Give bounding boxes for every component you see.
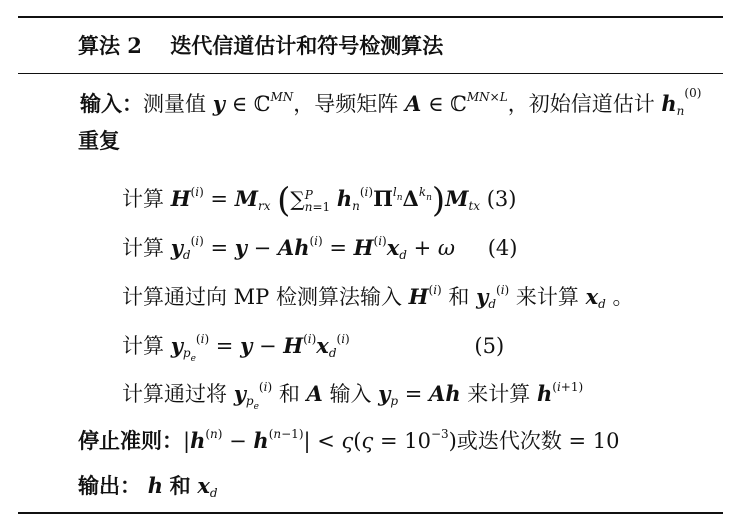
step5-text-4: 来计算 <box>467 382 531 406</box>
algorithm-title: 算法 2 迭代信道估计和符号检测算法 <box>78 33 444 58</box>
step1-eqno: (3) <box>486 187 517 211</box>
top-rule <box>18 16 723 18</box>
step1-label: 计算 <box>122 187 164 211</box>
input-text-pilot: ，导频矩阵 <box>293 92 399 116</box>
input-label: 输入： <box>80 91 143 116</box>
input-text-measure: 测量值 <box>143 92 206 116</box>
algorithm-header <box>78 33 443 59</box>
repeat-label: 重复 <box>78 128 120 153</box>
input-line: 输入：测量值 y ∈ ℂ$^{MN}$，导频矩阵 A ∈ ℂ$^{MN\times L}$，初始信道估计 $h_n^{(0)}$ <box>80 86 702 118</box>
step3-text-2: 和 <box>448 285 470 309</box>
step3-text-1: 计算通过向 MP 检测算法输入 <box>122 285 402 309</box>
stop-text: 或迭代次数 = 10 <box>456 429 620 453</box>
step3-text-3: 来计算 <box>515 285 579 309</box>
step5-text-2: 和 <box>278 382 300 406</box>
step5-line: 计算通过将 $y_{p_e}^{(i)}$ 和 A 输入 $y_p = Ah$ 来计算 $h^{(i+1)}$ <box>122 380 584 412</box>
repeat-line <box>78 128 120 154</box>
step5-text-1: 计算通过将 <box>122 382 227 406</box>
output-line: 输出： h 和 $x_d$ <box>78 473 218 500</box>
stop-line: 停止准则：$|h^{(n)} - h^{(n-1)}| < \varsigma(\varsigma = 10^{-3})$或迭代次数 = 10 <box>78 427 620 453</box>
step4-line: 计算 $y_{p_e}^{(i)} = y - H^{(i)}x_d^{(i)}$ (5) <box>122 332 505 364</box>
step3-text-4: 。 <box>612 285 634 309</box>
stop-label: 停止准则： <box>78 428 183 453</box>
step2-line: 计算 $y_d^{(i)} = y - Ah^{(i)} = H^{(i)}x_d + \omega$ (4) <box>122 234 518 262</box>
step2-eqno: (4) <box>487 236 518 260</box>
step4-label: 计算 <box>122 334 164 358</box>
step3-line: 计算通过向 MP 检测算法输入 $H^{(i)}$ 和 $y_d^{(i)}$ 来计算 $x_d$ 。 <box>122 283 634 311</box>
step4-eqno: (5) <box>474 334 505 358</box>
header-rule <box>18 73 723 74</box>
bottom-rule <box>18 512 723 514</box>
step2-label: 计算 <box>122 236 164 260</box>
step1-line: 计算 $H^{(i)} = M_{rx}$ (∑P n=1 $h_n^{(i)}\Pi^{l_n}\Delta^{k_n})M_{tx}$ (3) <box>122 180 517 221</box>
output-text: 和 <box>169 473 191 498</box>
input-text-initial: ，初始信道估计 <box>507 92 655 116</box>
output-label: 输出： <box>78 473 141 498</box>
step5-text-3: 输入 <box>329 382 372 406</box>
